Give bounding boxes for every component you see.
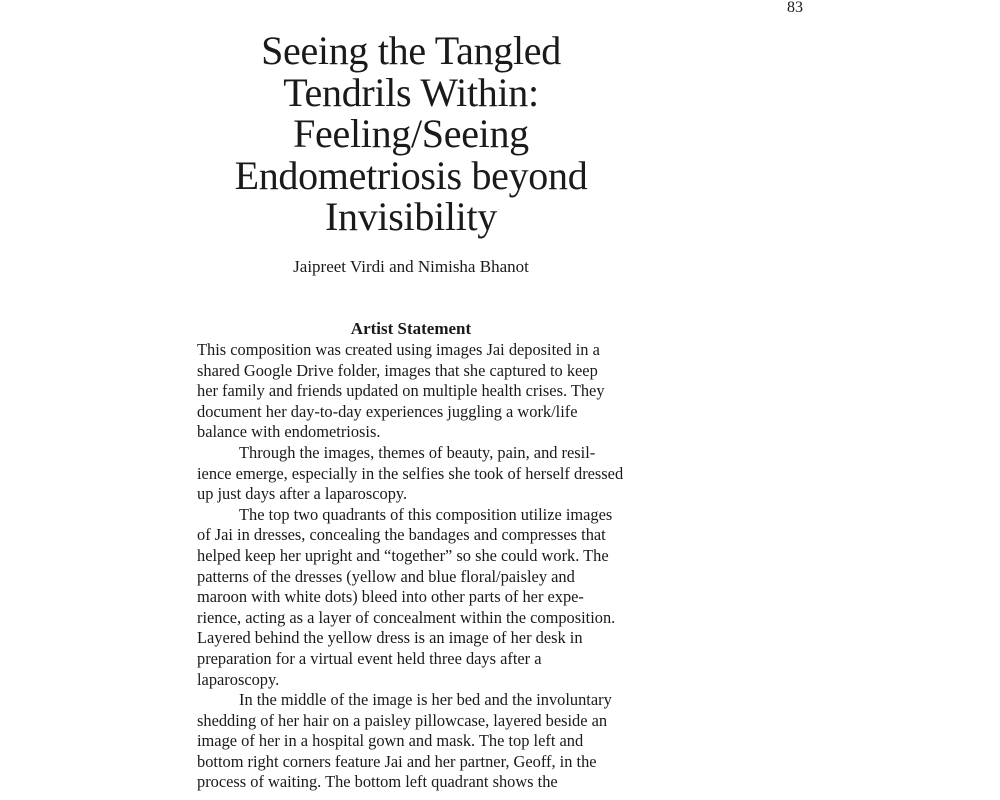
- body-line: balance with endometriosis.: [197, 422, 381, 442]
- title-line: Endometriosis beyond: [234, 152, 588, 198]
- title-line: Seeing the Tangled: [261, 28, 561, 73]
- body-line: This composition was created using images Jai deposited in a: [197, 340, 600, 359]
- page-number: 83: [787, 0, 803, 16]
- body-line: helped keep her upright and “together” so she could work. The: [197, 545, 609, 565]
- body-line: The top two quadrants of this composition utilize images: [239, 504, 613, 524]
- body-line: patterns of the dresses (yellow and blue floral/paisley and: [197, 566, 575, 586]
- body-line: ience emerge, especially in the selfies she took of herself dressed: [197, 463, 624, 483]
- body-line: Through the images, themes of beauty, pain, and resil-: [239, 442, 596, 462]
- body-line: document her day-to-day experiences juggling a work/life: [197, 401, 578, 421]
- title-line: Feeling/Seeing: [293, 111, 529, 156]
- body-line: In the middle of the image is her bed and the involuntary: [239, 690, 612, 710]
- body-line: of Jai in dresses, concealing the bandages and compresses that: [197, 525, 606, 545]
- body-line: Layered behind the yellow dress is an image of her desk in: [197, 628, 583, 648]
- body-line: her family and friends updated on multiple health crises. They: [197, 381, 605, 401]
- title-line: Invisibility: [325, 194, 497, 239]
- body-line: preparation for a virtual event held three days after a: [197, 648, 542, 668]
- body-line: shedding of her hair on a paisley pillowcase, layered beside an: [197, 710, 608, 730]
- body-line: image of her in a hospital gown and mask. The top left and: [197, 731, 584, 751]
- body-line: maroon with white dots) bleed into other parts of her expe-: [197, 587, 584, 607]
- body-line: rience, acting as a layer of concealment within the composition.: [197, 607, 616, 627]
- body-text: [197, 340, 637, 793]
- body-line: bottom right corners feature Jai and her partner, Geoff, in the: [197, 751, 597, 771]
- section-heading: Artist Statement: [350, 319, 472, 338]
- title-line: Tendrils Within:: [283, 69, 539, 115]
- body-line: laparoscopy.: [197, 669, 280, 689]
- article-title: [195, 30, 627, 238]
- body-line: shared Google Drive folder, images that she captured to keep: [197, 360, 598, 380]
- body-line: up just days after a laparoscopy.: [197, 484, 408, 504]
- article-authors: Jaipreet Virdi and Nimisha Bhanot: [293, 257, 529, 276]
- body-line: process of waiting. The bottom left quadrant shows the: [197, 772, 558, 792]
